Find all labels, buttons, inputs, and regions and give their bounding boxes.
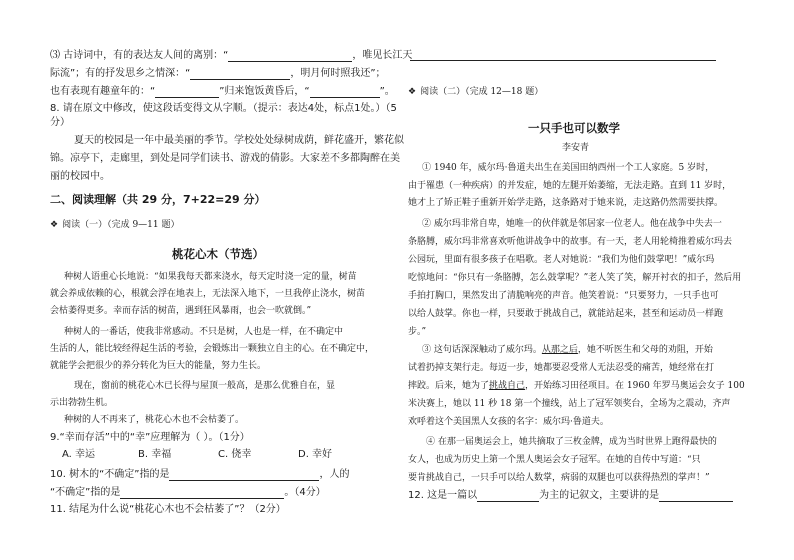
p3-line4: 米决赛上，她以 11 秒 18 第一个撞线，站上了冠军领奖台，全场为之震动，齐声 <box>408 399 731 409</box>
q7-3-line1 <box>50 50 412 62</box>
reading1-heading <box>50 219 179 231</box>
q7-3-line2 <box>50 68 386 80</box>
q10-line1 <box>50 469 349 481</box>
para1-line3: 丽的校园中。 <box>50 171 110 182</box>
p2-line5: 手拍打胸口，果然发出了清脆响亮的声音。他笑着说：“只要努力，一只手也可 <box>408 291 719 301</box>
p1-line1: ① 1940 年，威尔玛·鲁道夫出生在美国田纳西州一个工人家庭。5 岁时， <box>422 163 715 173</box>
p1-line3: 她才上了矫正鞋子重新开始学走路，这条路对于她来说，走这路仍然需要扶撑。 <box>408 198 724 208</box>
p2-line1: ② 威尔玛非常自卑，她唯一的伙伴就是邻居家一位老人。他在战争中失去一 <box>422 219 722 229</box>
q10-text: ，人的 <box>319 469 350 480</box>
q9-option-b[interactable]: B. 幸福 <box>138 449 172 460</box>
q7-3-text: ，唯见长江天 <box>352 50 413 61</box>
q9-option-a[interactable]: A. 幸运 <box>62 449 96 460</box>
q11: 11. 结尾为什么说“桃花心木也不会枯萎了”？（2分） <box>50 504 286 515</box>
p3-text: 摔跤。后来，她为了 <box>408 381 490 391</box>
article1-title: 桃花心木（节选） <box>172 247 264 261</box>
p2-line7: 步。” <box>408 327 427 337</box>
q7-3-line3 <box>50 86 395 98</box>
answer-blank[interactable] <box>120 488 284 499</box>
p3-text: ③ 这句话深深触动了威尔玛。 <box>422 345 542 355</box>
p3-line5: 欢呼着这个美国黑人女孩的名字：威尔玛·鲁道夫。 <box>408 417 609 427</box>
q8-line2: 分） <box>50 117 70 128</box>
reading1-label: 阅读（一）（完成 9—11 题） <box>62 220 180 230</box>
q10-text: 10. 树木的“不确定”指的是 <box>50 469 170 480</box>
q9: 9.“幸而存活”中的“幸”应理解为（ ）。（1分） <box>50 432 250 443</box>
q10-text: 。（4分） <box>284 487 326 498</box>
answer-blank[interactable] <box>228 51 352 62</box>
a1-p1-line3: 会枯萎得更多。幸而存活的树苗，遇到狂风暴雨，也会一吹就倒。” <box>50 306 312 316</box>
p2-line6: 以给人鼓掌。你也一样，只要敢于挑战自己，就能站起来，甚至和运动员一样跑 <box>408 309 724 319</box>
p3-underlined-phrase: 从那之后 <box>541 345 578 355</box>
p2-line3: 公园玩，里面有很多孩子在唱歌。老人对她说：“我们为他们鼓掌吧！”威尔玛 <box>408 255 715 265</box>
answer-blank[interactable] <box>190 69 290 80</box>
answer-blank[interactable] <box>169 470 319 481</box>
q7-3-text: 际流”；有的抒发思乡之情深：“ <box>50 68 191 79</box>
p4-line2: 女人，也成为历史上第一个黑人奥运会女子冠军。在她的自传中写道：“只 <box>408 455 701 465</box>
q7-3-text: ，明月何时照我还”； <box>290 68 386 79</box>
a1-p4: 种树的人不再来了，桃花心木也不会枯萎了。 <box>64 415 245 425</box>
p3-text: ，开始练习田径项目。在 1960 年罗马奥运会女子 100 <box>525 381 745 391</box>
a1-p3-line2: 示出勃勃生机。 <box>50 398 114 408</box>
q12-text: 12. 这是一篇以 <box>408 490 478 501</box>
section-reading-heading: 二、阅读理解（共 29 分，7+22=29 分） <box>50 193 266 206</box>
a1-p2-line2: 生活的人，能比较经得起生活的考验，会锻炼出一颗独立自主的心。在不确定中， <box>50 344 375 354</box>
a1-p1-line1: 种树人语重心长地说：“如果我每天都来浇水，每天定时浇一定的量，树苗 <box>64 272 357 282</box>
answer-blank[interactable] <box>659 491 733 502</box>
p3-line1 <box>422 344 713 356</box>
para1-line1: 夏天的校园是一年中最美丽的季节。学校处处绿树成荫，鲜花盛开，繁花似 <box>74 135 404 146</box>
answer-blank[interactable] <box>310 87 380 98</box>
para1-line2: 锦。凉亭下，走廊里，到处是同学们读书、游戏的倩影。大家差不多都陶醉在美 <box>50 153 400 164</box>
a1-p2-line3: 就能学会把很少的养分转化为巨大的能量，努力生长。 <box>50 361 267 371</box>
article2-title: 一只手也可以数学 <box>528 121 620 135</box>
answer-line[interactable] <box>410 60 716 61</box>
q9-option-c[interactable]: C. 侥幸 <box>218 449 252 460</box>
p2-line2: 条胳膊，威尔玛非常喜欢听他讲战争中的故事。有一天，老人用轮椅推着威尔玛去 <box>408 237 733 247</box>
reading2-label: 阅读（二）（完成 12—18 题） <box>420 87 544 97</box>
diamond-icon: ❖ <box>50 220 59 230</box>
q12-text: 为主的记叙文，主要讲的是 <box>539 490 660 501</box>
p4-line3: 要肯挑战自己，一只手可以给人数掌，病弱的双腿也可以获得热烈的掌声！” <box>408 473 710 483</box>
q10-line2 <box>50 487 326 499</box>
p4-line1: ④ 在那一届奥运会上，她共摘取了三枚金牌，成为当时世界上跑得最快的 <box>426 437 717 447</box>
q9-option-d[interactable]: D. 幸好 <box>298 449 333 460</box>
diamond-icon: ❖ <box>408 87 417 97</box>
p3-line2: 试着扔掉支架行走。每迈一步，她都要忍受常人无法忍受的痛苦，她经常在打 <box>408 363 715 373</box>
a1-p1-line2: 就会养成依赖的心，根就会浮在地表上，无法深入地下，一旦我停止浇水，树苗 <box>50 289 366 299</box>
p3-line3 <box>408 380 745 392</box>
answer-blank[interactable] <box>155 87 219 98</box>
reading2-heading <box>408 86 543 98</box>
a1-p3-line1: 现在，窗前的桃花心木已长得与屋顶一般高，是那么优雅自在，显 <box>74 381 336 391</box>
p3-text: ，她不听医生和父母的劝阻，开始 <box>577 345 713 355</box>
q7-3-text: ”。 <box>379 86 395 97</box>
q8-line1: 8. 请在原文中修改，使这段话变得文从字顺。（提示：表达4处，标点1处。）（5 <box>50 103 397 114</box>
a1-p2-line1: 种树人的一番话，使我非常感动。不只是树，人也是一样，在不确定中 <box>64 327 344 337</box>
answer-blank[interactable] <box>477 491 539 502</box>
p1-line2: 由于罹患（一种疾病）的并发症，她的左腿开始萎缩，无法走路。直到 11 岁时， <box>408 181 732 191</box>
q7-3-text: 也有表现有趣童年的：“ <box>50 86 156 97</box>
q7-3-text: ⑶ 古诗词中，有的表达友人间的离别：“ <box>50 50 229 61</box>
p3-underlined-phrase-2: 挑战自己 <box>489 381 526 391</box>
article2-author: 李安青 <box>562 143 590 153</box>
q12 <box>408 490 733 502</box>
q7-3-text: ”归来饱饭黄昏后，“ <box>219 86 310 97</box>
q10-text: “不确定”指的是 <box>50 487 121 498</box>
p2-line4: 吃惊地问：“你只有一条胳膊，怎么鼓掌呢？”老人笑了笑，解开衬衣的扣子，然后用 <box>408 273 742 283</box>
